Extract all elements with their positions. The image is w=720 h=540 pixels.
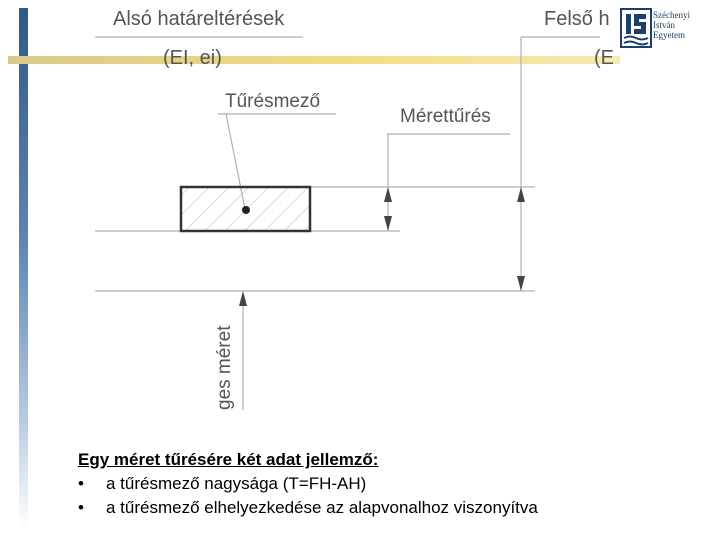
- caption-bullet-1-text: a tűrésmező nagysága (T=FH-AH): [106, 474, 367, 493]
- logo-line-2: István: [653, 20, 675, 30]
- logo-line-3: Egyetem: [653, 30, 685, 40]
- upper-deviations-label: Felső h: [544, 8, 610, 30]
- caption-bullet-2-text: a tűrésmező elhelyezkedése az alapvonalhoz viszonyítva: [106, 498, 538, 517]
- caption-title: Egy méret tűrésére két adat jellemző:: [78, 450, 379, 469]
- upper-deviation-arrow-bottom: [517, 276, 525, 291]
- bullet-marker: •: [78, 498, 84, 517]
- caption-bullet-1: [78, 472, 698, 496]
- nominal-size-arrow: [239, 291, 247, 306]
- university-emblem-icon: [620, 8, 652, 48]
- upper-deviations-symbols: (E: [594, 47, 614, 69]
- caption-bullet-2: [78, 496, 698, 520]
- upper-deviation-arrow-top: [517, 187, 525, 202]
- size-tolerance-label: Mérettűrés: [400, 106, 491, 127]
- university-logo: [620, 8, 720, 52]
- tolerance-zone-label: Tűrésmező: [225, 91, 321, 112]
- logo-line-1: Széchenyi: [653, 10, 690, 20]
- lower-deviations-label: Alsó határeltérések: [113, 8, 285, 30]
- tolerance-zone-dot: [242, 206, 250, 214]
- nominal-size-label: ges méret: [214, 325, 235, 410]
- caption-block: [78, 448, 698, 520]
- size-tolerance-arrow-bottom: [384, 216, 392, 231]
- lower-deviations-symbols: (EI, ei): [163, 47, 222, 69]
- bullet-marker: •: [78, 474, 84, 493]
- size-tolerance-arrow-top: [384, 187, 392, 202]
